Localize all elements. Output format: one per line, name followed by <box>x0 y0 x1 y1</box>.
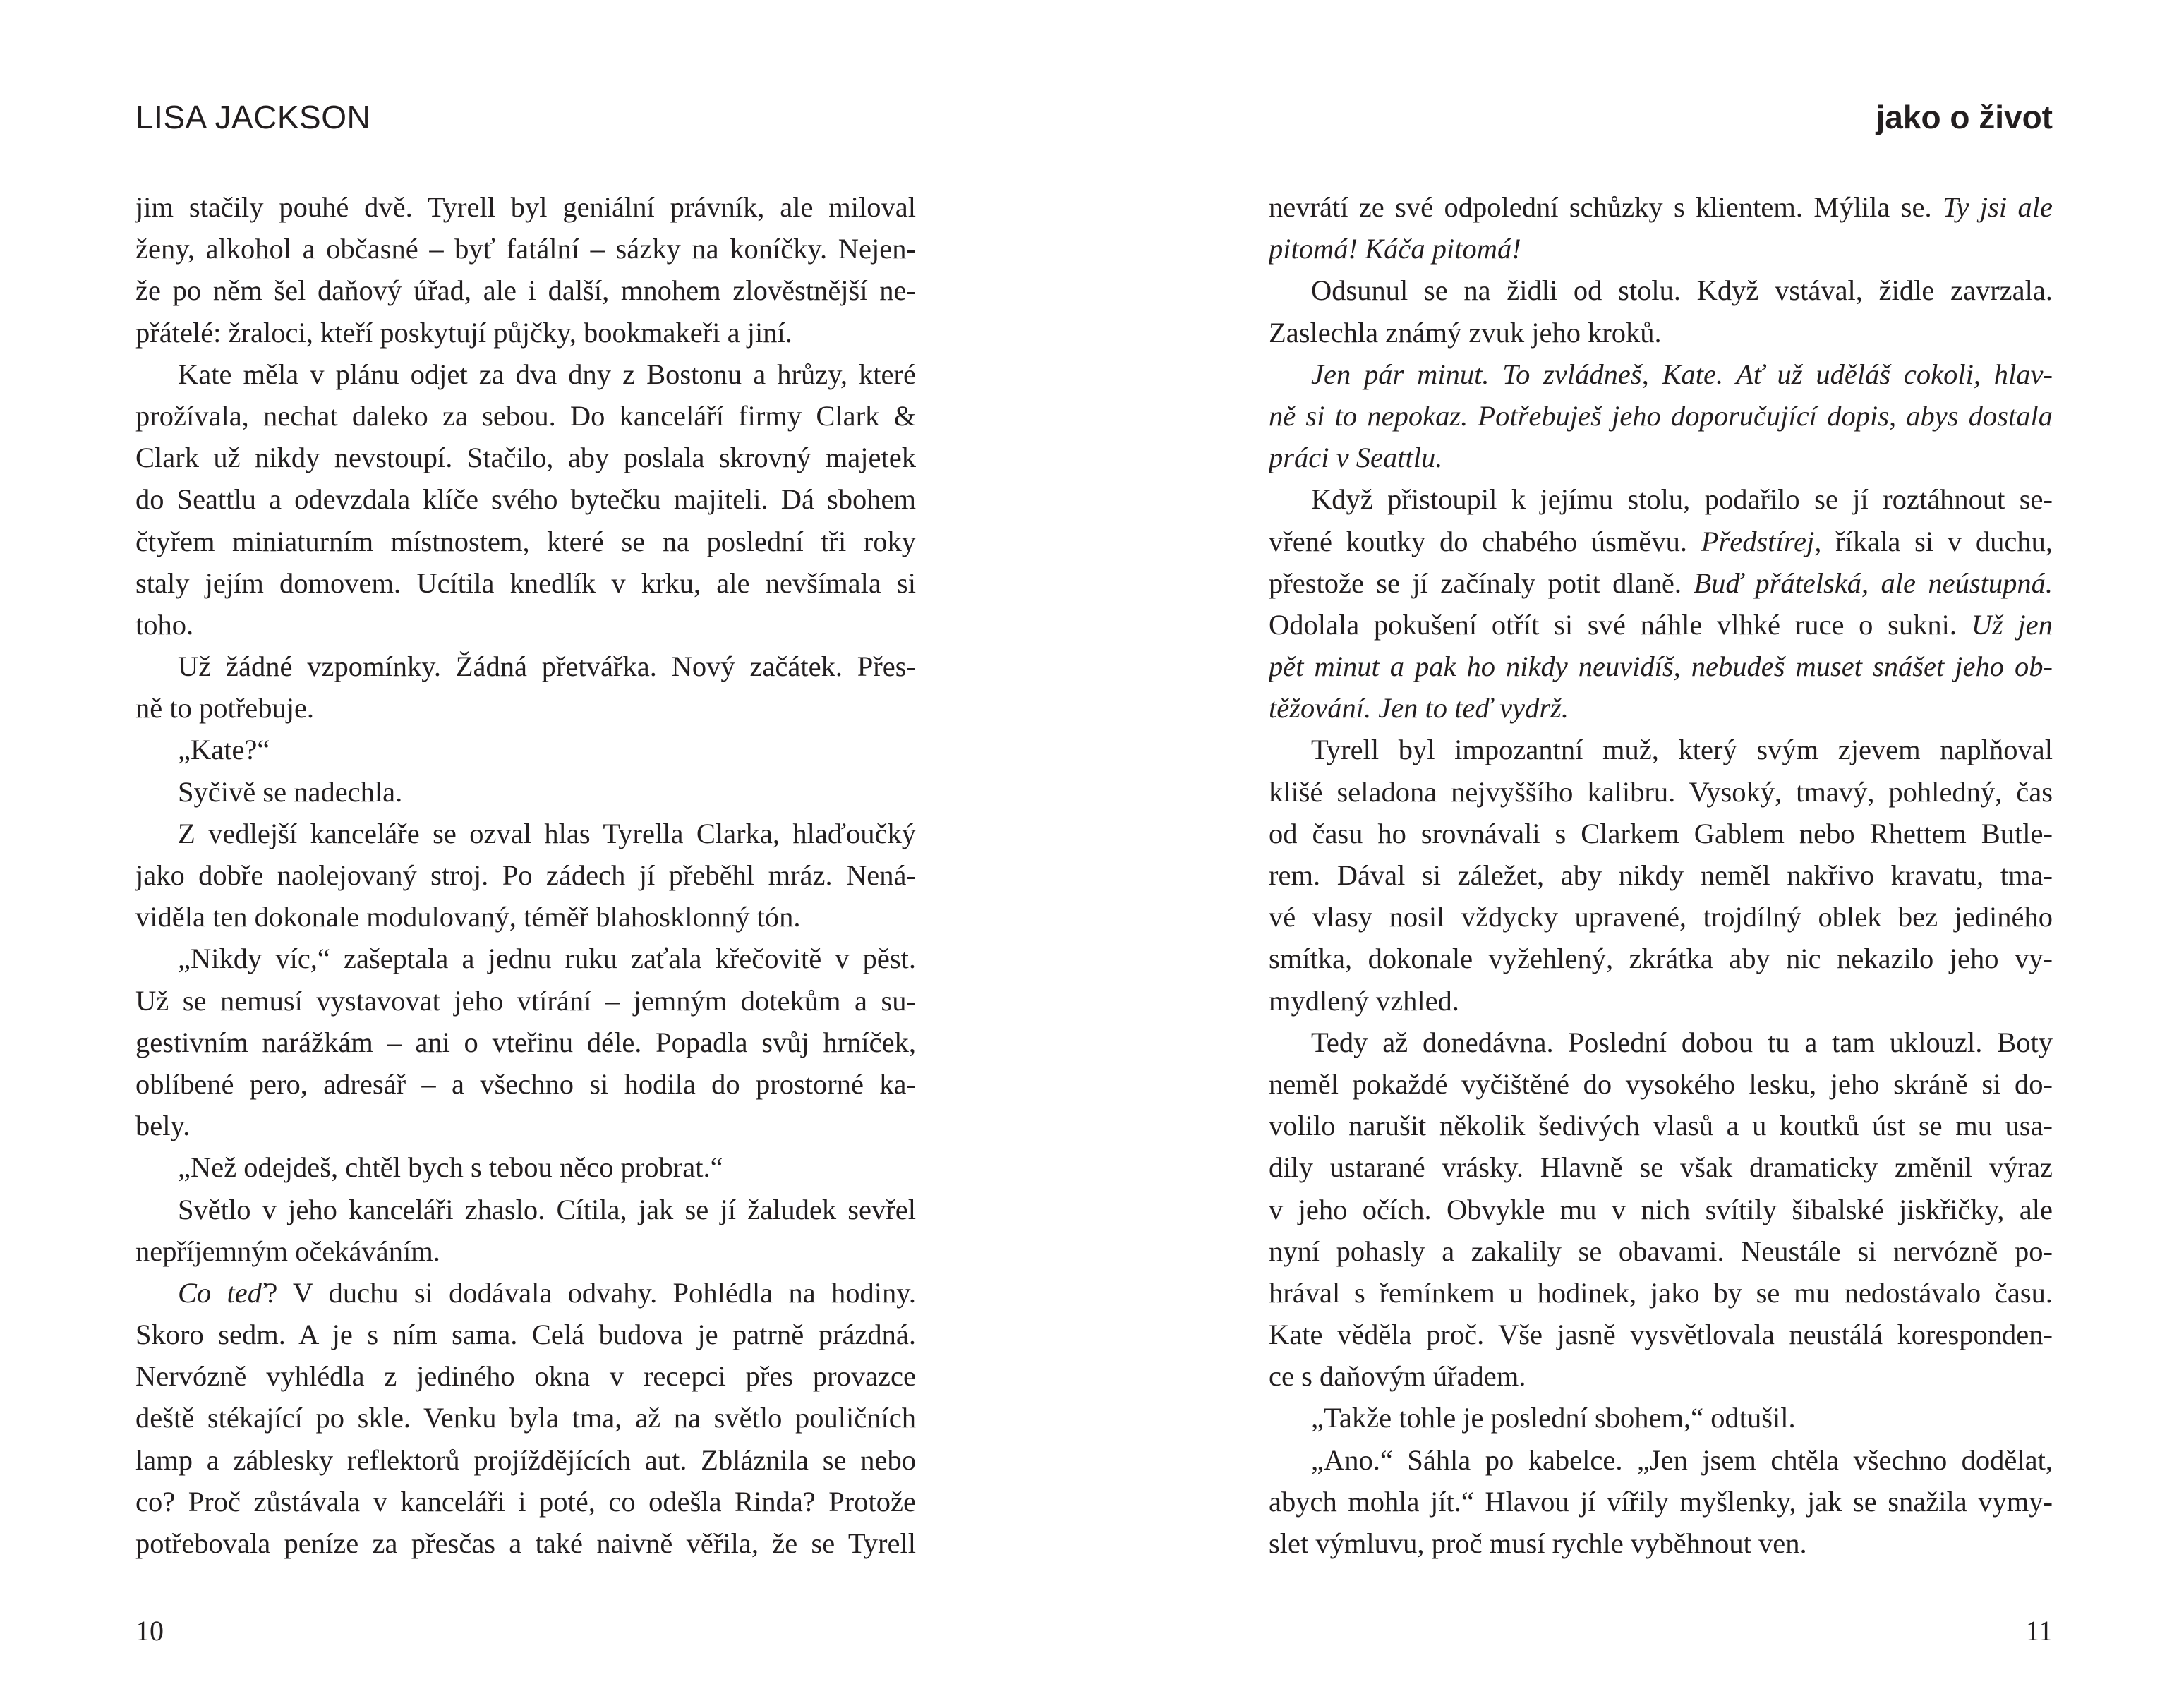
text-line <box>1269 771 2053 813</box>
text-line <box>1269 604 2053 646</box>
italic-text: pitomá! Káča pitomá! <box>1269 233 1521 265</box>
page-number: 10 <box>135 1615 164 1647</box>
text-line <box>135 312 916 353</box>
running-head-title: jako o život <box>1876 99 2053 135</box>
text-line <box>1269 854 2053 896</box>
body-text: neměl pokaždé vyčištěné do vysokého lesku, jeho skráně si do- <box>1269 1067 2053 1100</box>
italic-text: Buď přátelská, ale neústupná. <box>1694 567 2053 599</box>
body-text: potřebovala peníze za přesčas a také naivně věřila, že se Tyrell <box>135 1527 916 1559</box>
body-text: Už žádné vzpomínky. Žádná přetvářka. Nový začátek. Přes- <box>178 650 916 683</box>
body-text: toho. <box>135 608 194 641</box>
body-text: říkala si v duchu, <box>1821 525 2053 557</box>
text-line <box>1269 729 2053 770</box>
body-text: přestože se jí začínaly potit dlaně. <box>1269 567 1694 599</box>
italic-text: Už jen <box>1971 608 2053 641</box>
text-line <box>1269 1105 2053 1146</box>
text-line <box>135 729 916 770</box>
italic-text: Ty jsi ale <box>1942 191 2053 223</box>
text-line <box>1269 813 2053 854</box>
text-line <box>135 269 916 311</box>
body-text: nyní pohasly a zakalily se obavami. Neustále si nervózně po- <box>1269 1235 2053 1267</box>
text-line <box>1269 1022 2053 1063</box>
text-line <box>135 1022 916 1063</box>
body-text: Clark už nikdy nevstoupí. Stačilo, aby poslala skrovný majetek <box>135 442 916 474</box>
body-text: staly jejím domovem. Ucítila knedlík v krku, ale nevšímala si <box>135 567 916 599</box>
body-text: Skoro sedm. A je s ním sama. Celá budova je patrně prázdná. <box>135 1319 916 1351</box>
body-text: ? V duchu si dodávala odvahy. Pohlédla na hodiny. <box>265 1276 916 1309</box>
text-line <box>135 1397 916 1439</box>
body-text: Když přistoupil k jejímu stolu, podařilo se jí roztáhnout se- <box>1311 483 2053 516</box>
body-text: jim stačily pouhé dvě. Tyrell byl geniální právník, ale miloval <box>135 191 916 223</box>
body-text: Syčivě se nadechla. <box>178 775 403 808</box>
text-line <box>1269 646 2053 687</box>
body-text: přátelé: žraloci, kteří poskytují půjčky, bookmakeři a jiní. <box>135 316 792 349</box>
italic-text: práci v Seattlu. <box>1269 442 1443 474</box>
body-text: prožívala, nechat daleko za sebou. Do kanceláří firmy Clark & <box>135 399 916 432</box>
body-text: Zaslechla známý zvuk jeho kroků. <box>1269 316 1662 349</box>
italic-text: těžování. Jen to teď vydrž. <box>1269 692 1569 725</box>
text-line <box>135 228 916 269</box>
text-line <box>135 1439 916 1481</box>
text-line <box>135 646 916 687</box>
body-text: viděla ten dokonale modulovaný, téměř blahosklonný tón. <box>135 901 801 933</box>
text-line <box>135 353 916 395</box>
text-line <box>1269 896 2053 938</box>
italic-text: Co teď <box>178 1276 265 1309</box>
text-line <box>1269 1355 2053 1397</box>
body-text: Z vedlejší kanceláře se ozval hlas Tyrella Clarka, hlaďoučký <box>178 817 916 849</box>
body-text: lamp a záblesky reflektorů projíždějících aut. Zbláznila se nebo <box>135 1443 916 1476</box>
text-line <box>135 186 916 228</box>
text-line <box>135 1314 916 1355</box>
text-line <box>135 1272 916 1314</box>
body-text: nepříjemným očekáváním. <box>135 1235 440 1267</box>
text-line <box>1269 1146 2053 1188</box>
body-text: ně to potřebuje. <box>135 692 315 725</box>
italic-text: pět minut a pak ho nikdy neuvidíš, nebudeš muset snášet jeho ob- <box>1269 650 2053 683</box>
text-line <box>135 771 916 813</box>
text-line <box>135 437 916 478</box>
text-line <box>1269 1481 2053 1522</box>
body-text: „Než odejdeš, chtěl bych s tebou něco probrat.“ <box>178 1151 723 1184</box>
text-line <box>1269 1397 2053 1439</box>
body-text: smítka, dokonale vyžehlený, zkrátka aby nic nekazilo jeho vy- <box>1269 943 2053 975</box>
body-text: jako dobře naolejovaný stroj. Po zádech jí přeběhl mráz. Nená- <box>135 859 916 891</box>
body-text: gestivním narážkám – ani o vteřinu déle. Popadla svůj hrníček, <box>135 1026 916 1058</box>
body-text: „Takže tohle je poslední sbohem,“ odtušil. <box>1311 1402 1796 1434</box>
body-text: vřené koutky do chabého úsměvu. <box>1269 525 1701 557</box>
text-line <box>135 1481 916 1522</box>
text-line <box>1269 1189 2053 1230</box>
body-text: „Kate?“ <box>178 734 270 766</box>
body-text: mydlený vzhled. <box>1269 984 1459 1017</box>
text-line <box>1269 312 2053 353</box>
body-text: bely. <box>135 1110 191 1142</box>
body-text: že po něm šel daňový úřad, ale i další, mnohem zlověstnější ne- <box>135 274 916 307</box>
text-line <box>1269 562 2053 604</box>
body-text: co? Proč zůstávala v kanceláři i poté, co odešla Rinda? Protože <box>135 1485 916 1518</box>
body-text: „Nikdy víc,“ zašeptala a jednu ruku zaťala křečovitě v pěst. <box>178 943 916 975</box>
body-text: ženy, alkohol a občasné – byť fatální – sázky na koníčky. Nejen- <box>135 233 916 265</box>
right-page <box>1269 0 2053 1708</box>
text-line <box>135 1105 916 1146</box>
text-line <box>135 604 916 646</box>
body-text: Nervózně vyhlédla z jediného okna v recepci přes provazce <box>135 1360 916 1393</box>
text-line <box>135 521 916 562</box>
body-text: klišé seladona nejvyššího kalibru. Vysoký, tmavý, pohledný, čas <box>1269 775 2053 808</box>
text-line <box>135 687 916 729</box>
page-body <box>135 186 916 1564</box>
text-line <box>1269 687 2053 729</box>
text-line <box>135 1355 916 1397</box>
body-text: dily ustarané vrásky. Hlavně se však dramaticky změnil výraz <box>1269 1151 2053 1184</box>
text-line <box>1269 353 2053 395</box>
text-line <box>1269 437 2053 478</box>
body-text: ce s daňovým úřadem. <box>1269 1360 1526 1393</box>
left-page <box>135 0 916 1708</box>
text-line <box>135 1146 916 1188</box>
body-text: slet výmluvu, proč musí rychle vyběhnout ven. <box>1269 1527 1807 1559</box>
text-line <box>135 1522 916 1564</box>
text-line <box>135 1230 916 1272</box>
body-text: Světlo v jeho kanceláři zhaslo. Cítila, jak se jí žaludek sevřel <box>178 1193 916 1225</box>
body-text: „Ano.“ Sáhla po kabelce. „Jen jsem chtěla všechno dodělat, <box>1311 1443 2053 1476</box>
italic-text: Předstírej, <box>1701 525 1822 557</box>
body-text: Odsunul se na židli od stolu. Když vstával, židle zavrzala. <box>1311 274 2053 307</box>
body-text: abych mohla jít.“ Hlavou jí vířily myšlenky, jak se snažila vymy- <box>1269 1485 2053 1518</box>
body-text: vé vlasy nosil vždycky upravené, trojdílný oblek bez jediného <box>1269 901 2053 933</box>
text-line <box>1269 1272 2053 1314</box>
body-text: do Seattlu a odevzdala klíče svého bytečku majiteli. Dá sbohem <box>135 483 916 516</box>
text-line <box>1269 938 2053 979</box>
text-line <box>1269 395 2053 437</box>
text-line <box>1269 1230 2053 1272</box>
page-body <box>1269 186 2053 1564</box>
text-line <box>135 1189 916 1230</box>
body-text: v jeho očích. Obvykle mu v nich svítily šibalské jiskřičky, ale <box>1269 1193 2053 1225</box>
body-text: oblíbené pero, adresář – a všechno si hodila do prostorné ka- <box>135 1067 916 1100</box>
text-line <box>135 562 916 604</box>
text-line <box>135 395 916 437</box>
text-line <box>1269 980 2053 1022</box>
body-text: Kate měla v plánu odjet za dva dny z Bostonu a hrůzy, které <box>178 358 916 390</box>
body-text: čtyřem miniaturním místnostem, které se na poslední tři roky <box>135 525 916 557</box>
text-line <box>135 813 916 854</box>
text-line <box>1269 1314 2053 1355</box>
italic-text: ně si to nepokaz. Potřebuješ jeho doporučující dopis, abys dostala <box>1269 399 2053 432</box>
body-text: Kate věděla proč. Vše jasně vysvětlovala neustálá koresponden- <box>1269 1319 2053 1351</box>
text-line <box>1269 186 2053 228</box>
text-line <box>135 1063 916 1105</box>
text-line <box>1269 1063 2053 1105</box>
page-number: 11 <box>2025 1615 2053 1647</box>
body-text: Odolala pokušení otřít si své náhle vlhké ruce o sukni. <box>1269 608 1972 641</box>
text-line <box>135 980 916 1022</box>
running-head-author: LISA JACKSON <box>135 99 371 135</box>
body-text: hrával s řemínkem u hodinek, jako by se mu nedostávalo času. <box>1269 1276 2053 1309</box>
text-line <box>135 854 916 896</box>
text-line <box>1269 1439 2053 1481</box>
body-text: Tedy až donedávna. Poslední dobou tu a tam uklouzl. Boty <box>1311 1026 2053 1058</box>
text-line <box>135 938 916 979</box>
text-line <box>1269 269 2053 311</box>
body-text: deště stékající po skle. Venku byla tma, až na světlo pouličních <box>135 1402 916 1434</box>
body-text: nevrátí ze své odpolední schůzky s klientem. Mýlila se. <box>1269 191 1943 223</box>
text-line <box>1269 1522 2053 1564</box>
body-text: od času ho srovnávali s Clarkem Gablem nebo Rhettem Butle- <box>1269 817 2053 849</box>
text-line <box>1269 228 2053 269</box>
text-line <box>1269 478 2053 520</box>
body-text: volilo narušit několik šedivých vlasů a u koutků úst se mu usa- <box>1269 1110 2053 1142</box>
text-line <box>135 896 916 938</box>
text-line <box>135 478 916 520</box>
body-text: Tyrell byl impozantní muž, který svým zjevem naplňoval <box>1311 734 2053 766</box>
body-text: rem. Dával si záležet, aby nikdy neměl nakřivo kravatu, tma- <box>1269 859 2053 891</box>
text-line <box>1269 521 2053 562</box>
body-text: Už se nemusí vystavovat jeho vtírání – jemným dotekům a su- <box>135 984 916 1017</box>
italic-text: Jen pár minut. To zvládneš, Kate. Ať už uděláš cokoli, hlav- <box>1311 358 2053 390</box>
